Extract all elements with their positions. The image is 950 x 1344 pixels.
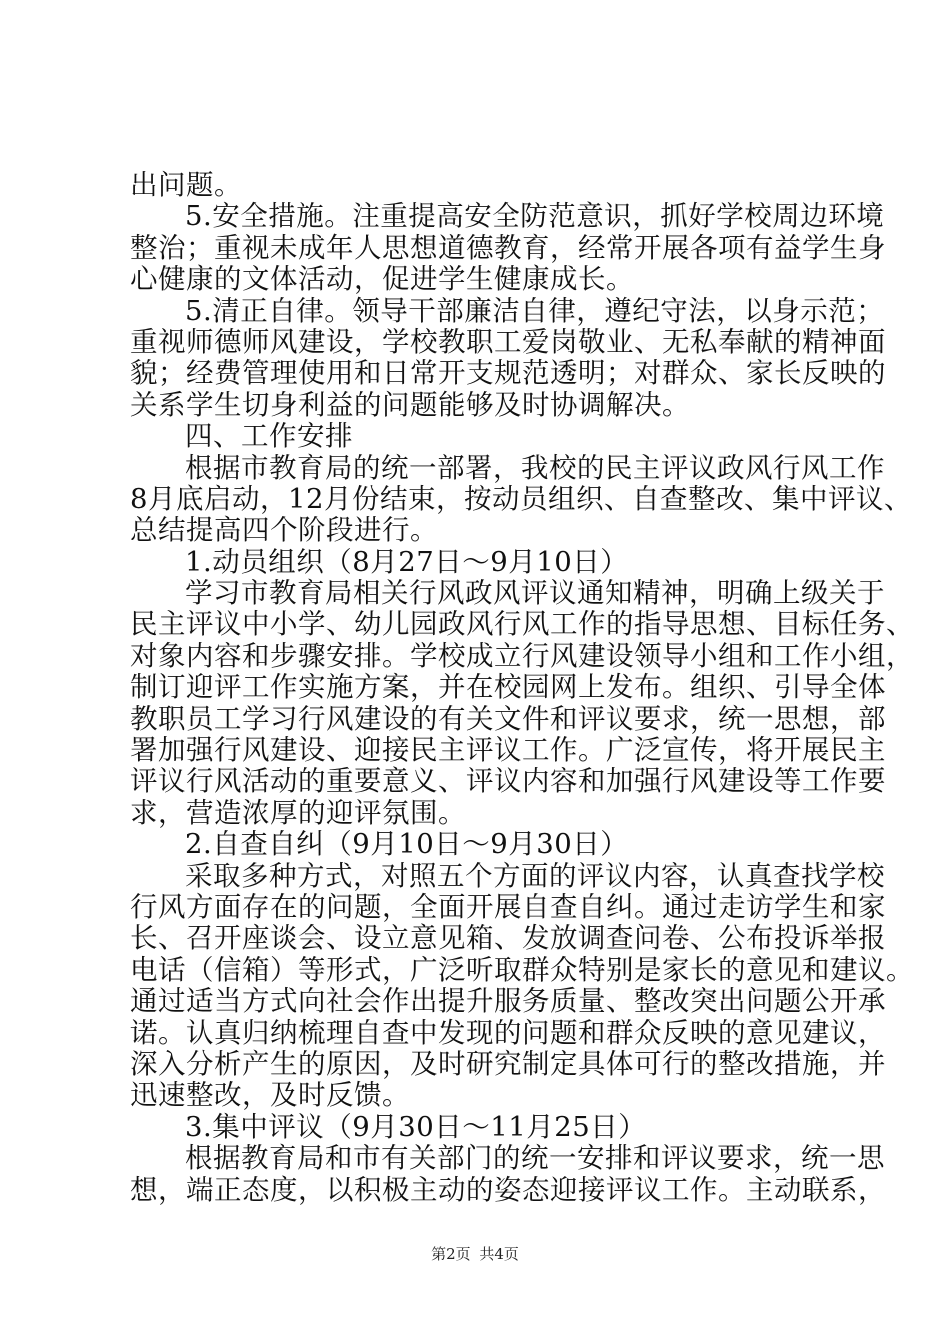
text-line: 深入分析产生的原因，及时研究制定具体可行的整改措施，并 [130,1047,886,1080]
text-line: 8月底启动，12月份结束，按动员组织、自查整改、集中评议、 [130,482,912,515]
text-line: 心健康的文体活动，促进学生健康成长。 [130,263,634,296]
text-line: 根据市教育局的统一部署，我校的民主评议政风行风工作 [185,451,885,484]
text-line: 诺。认真归纳梳理自查中发现的问题和群众反映的意见建议， [130,1016,886,1049]
text-line: 关系学生切身利益的问题能够及时协调解决。 [130,388,690,421]
text-line: 迅速整改，及时反馈。 [130,1079,410,1112]
text-line: 想，端正态度，以积极主动的姿态迎接评议工作。主动联系， [130,1173,886,1206]
text-line: 5.清正自律。领导干部廉洁自律，遵纪守法，以身示范； [185,294,885,327]
text-line: 重视师德师风建设，学校教职工爱岗敬业、无私奉献的精神面 [130,325,886,358]
text-line: 貌；经费管理使用和日常开支规范透明；对群众、家长反映的 [130,357,886,390]
text-line: 根据教育局和市有关部门的统一安排和评议要求，统一思 [185,1142,885,1175]
text-line: 通过适当方式向社会作出提升服务质量、整改突出问题公开承 [130,985,886,1018]
text-line: 整治；重视未成年人思想道德教育，经常开展各项有益学生身 [130,231,886,264]
text-line: 四、工作安排 [185,420,353,453]
text-line: 长、召开座谈会、设立意见箱、发放调查问卷、公布投诉举报 [130,922,886,955]
text-line: 教职员工学习行风建设的有关文件和评议要求，统一思想，部 [130,702,886,735]
page-total: 共4页 [479,1245,519,1263]
text-line: 5.安全措施。注重提高安全防范意识，抓好学校周边环境 [185,200,885,233]
page-number: 第2页 [431,1245,471,1263]
text-line: 出问题。 [130,169,242,201]
text-line: 采取多种方式，对照五个方面的评议内容，认真查找学校 [185,859,885,892]
text-line: 3.集中评议（9月30日～11月25日） [185,1110,647,1143]
text-line: 民主评议中小学、幼儿园政风行风工作的指导思想、目标任务、 [130,608,914,641]
text-line: 求，营造浓厚的迎评氛围。 [130,796,466,829]
text-line: 1.动员组织（8月27日～9月10日） [185,545,629,578]
text-line: 行风方面存在的问题，全面开展自查自纠。通过走访学生和家 [130,890,886,923]
text-line: 署加强行风建设、迎接民主评议工作。广泛宣传，将开展民主 [130,734,886,767]
document-body [130,169,914,1206]
text-line: 2.自查自纠（9月10日～9月30日） [185,828,629,861]
page-footer [0,1244,950,1264]
text-line: 学习市教育局相关行风政风评议通知精神，明确上级关于 [185,577,885,610]
text-line: 对象内容和步骤安排。学校成立行风建设领导小组和工作小组， [130,639,914,672]
text-line: 电话（信箱）等形式，广泛听取群众特别是家长的意见和建议。 [130,953,914,986]
text-line: 制订迎评工作实施方案，并在校园网上发布。组织、引导全体 [130,671,886,704]
text-line: 评议行风活动的重要意义、评议内容和加强行风建设等工作要 [130,765,886,798]
text-line: 总结提高四个阶段进行。 [130,514,438,547]
